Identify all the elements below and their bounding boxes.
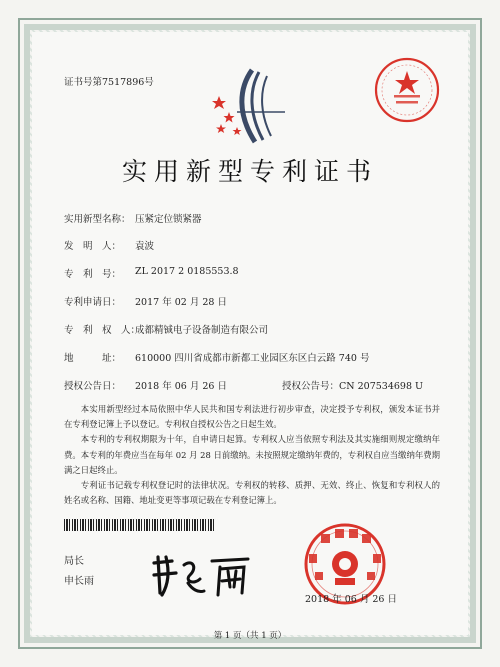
director-name: 申长雨 (64, 576, 94, 587)
certificate-body (64, 402, 440, 508)
grant-number-value: CN 207534698 U (339, 381, 424, 392)
patentee-value: 成都精铖电子设备制造有限公司 (135, 325, 269, 336)
page-footer: 第 1 页（共 1 页） (213, 631, 287, 641)
address-value: 610000 四川省成都市新都工业园区东区白云路 740 号 (135, 353, 370, 364)
address-label: 地 址： (64, 353, 122, 364)
grant-number (282, 378, 423, 392)
grant-date-label: 授权公告日： (64, 381, 122, 392)
grant-date-value: 2018 年 06 月 26 日 (135, 381, 227, 392)
model-name-value: 压紧定位锁紧器 (135, 214, 202, 225)
grant-number-label: 授权公告号： (282, 381, 340, 392)
filing-date-label: 专利申请日： (64, 297, 122, 308)
patent-number-label: 专 利 号： (64, 269, 122, 280)
agent-seal-stamp-icon (372, 55, 442, 125)
seal-date: 2018 年 06 月 26 日 (305, 594, 397, 605)
model-name-label: 实用新型名称： (64, 214, 131, 225)
inventor-value: 袁波 (135, 241, 155, 252)
director-signature (148, 553, 258, 599)
patentee-label: 专 利 权 人： (64, 325, 141, 336)
certificate-number: 证书号第7517896号 (64, 77, 154, 88)
patent-number-value: ZL 2017 2 0185553.8 (135, 266, 239, 277)
body-paragraph: 本专利的专利权期限为十年，自申请日起算。专利权人应当依照专利法及其实施细则规定缴纳年费。本专利的年费应当在每年 02 月 28 日前缴纳。未按照规定缴纳年费的，专利权自应当缴纳年费期满之日起终止。 (64, 434, 440, 475)
barcode (64, 519, 214, 531)
director-title: 局长 (64, 556, 84, 567)
body-paragraph: 专利证书记载专利权登记时的法律状况。专利权的转移、质押、无效、终止、恢复和专利权人的姓名或名称、国籍、地址变更等事项记载在专利登记簿上。 (64, 480, 440, 506)
filing-date-value: 2017 年 02 月 28 日 (135, 297, 227, 308)
inventor-label: 发 明 人： (64, 241, 122, 252)
patent-office-emblem-icon (207, 66, 293, 148)
certificate-title: 实用新型专利证书 (121, 157, 378, 186)
body-paragraph: 本实用新型经过本局依照中华人民共和国专利法进行初步审查，决定授予专利权，颁发本证书并在专利登记簿上予以登记。专利权自授权公告之日起生效。 (64, 404, 440, 430)
